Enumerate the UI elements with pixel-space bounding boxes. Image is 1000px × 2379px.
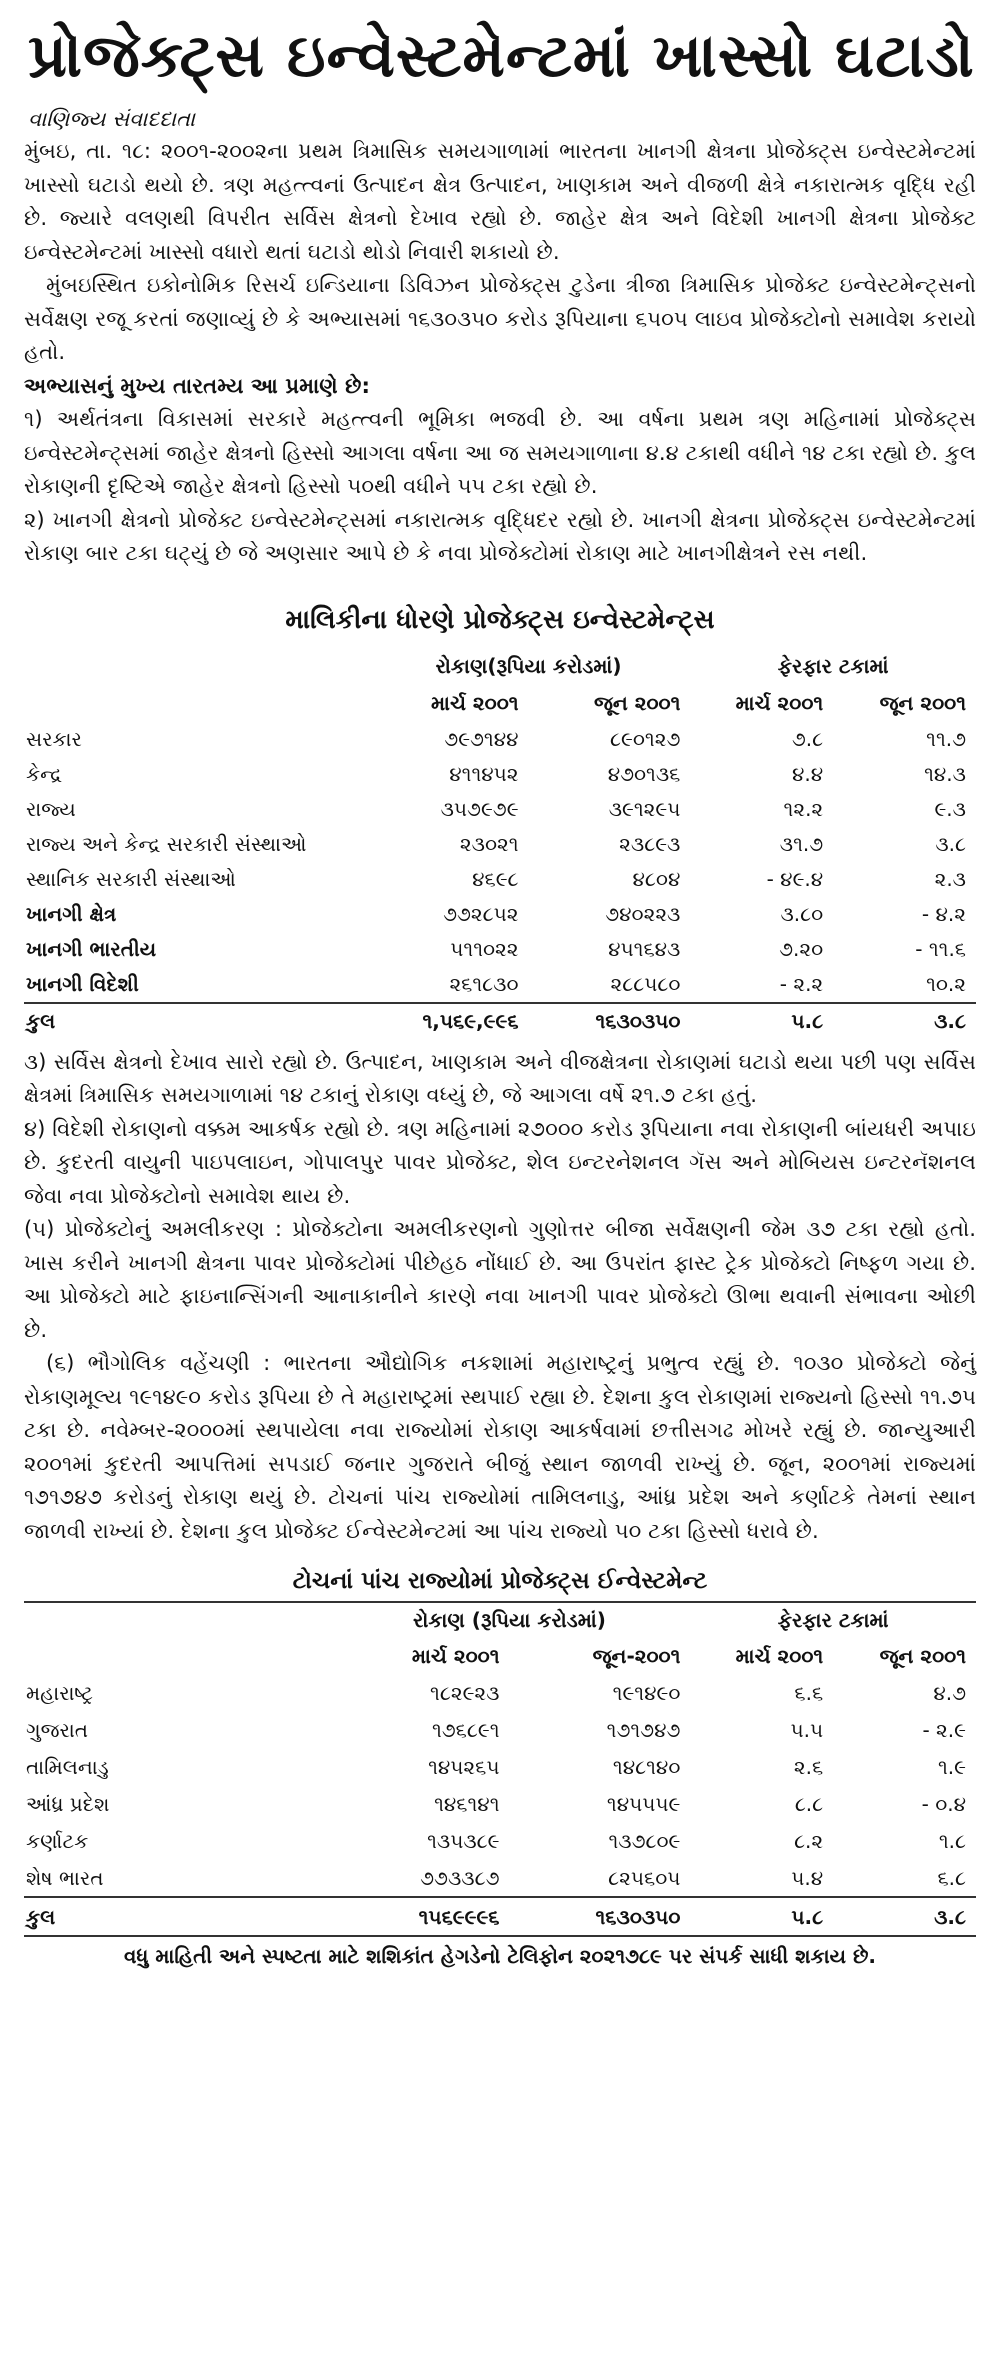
summary-heading: અભ્યાસનું મુખ્ય તારતમ્ય આ પ્રમાણે છે: <box>24 372 370 398</box>
headline: પ્રોજેક્ટ્સ ઇન્વેસ્ટમેન્ટમાં ખાસ્સો ઘટાડો <box>28 21 975 91</box>
cell-value: ૧૯૧૪૯૦ <box>612 1680 681 1705</box>
col-header: માર્ચ ૨૦૦૧ <box>735 690 824 715</box>
cell-value: ૩.૮ <box>935 832 966 856</box>
table-header-cols <box>24 1637 976 1674</box>
footer-note: વધુ માહિતી અને સ્પષ્ટતા માટે શશિકાંત હેગડેનો ટેલિફોન ૨૦૨૧૭૮૯ પર સંપર્ક સાધી શકાય છે. <box>123 1944 877 1968</box>
cell-value: ૩૯૧૨૯૫ <box>608 797 681 821</box>
header-investment: રોકાણ (રૂપિયા કરોડમાં) <box>413 1608 606 1632</box>
cell-value: ૫.૮ <box>791 1904 824 1929</box>
cell-value: ૮.૮ <box>794 1791 824 1816</box>
table-row <box>24 827 976 862</box>
header-change: ફેરફાર ટકામાં <box>777 1608 889 1632</box>
table-header-group <box>24 648 976 684</box>
row-label: મહારાષ્ટ્ર <box>26 1680 93 1705</box>
row-label: સ્થાનિક સરકારી સંસ્થાઓ <box>26 867 236 891</box>
cell-value: ૫.૪ <box>791 1865 824 1890</box>
cell-value: - ૨.૯ <box>922 1717 966 1742</box>
cell-value: ૪૫૧૬૪૩ <box>608 937 681 961</box>
cell-value: ૪૬૯૮ <box>472 867 519 891</box>
intro-paragraph-1: મુંબઇ, તા. ૧૮: ૨૦૦૧-૨૦૦૨ના પ્રથમ ત્રિમાસિક સમયગાળામાં ભારતના ખાનગી ક્ષેત્રના પ્રોજેક્ટ્સ ઇન્વેસ્ટમેન્ટમાં ખાસ્સો ઘટાડો થયો છે. ત્રણ મહત્ત્વનાં ઉત્પાદન ક્ષેત્ર ઉત્પાદન, ખાણકામ અને વીજળી ક્ષેત્રે નકારાત્મક વૃદ્ધિ રહી છે. જ્યારે વલણથી વિપરીત સર્વિસ ક્ષેત્રનો દેખાવ રહ્યો છે. જાહેર ક્ષેત્ર અને વિદેશી ખાનગી ક્ષેત્રના પ્રોજેક્ટ ઇન્વેસ્ટમેન્ટમાં ખાસ્સો વધારો થતાં ઘટાડો થોડો નિવારી શકાયો છે. <box>24 138 976 264</box>
cell-value: ૨૩૦૨૧ <box>459 832 519 856</box>
cell-value: ૮૯૦૧૨૭ <box>610 727 681 751</box>
col-header: જૂન ૨૦૦૧ <box>593 690 681 715</box>
point-4: ૪) વિદેશી રોકાણનો વક્કમ આકર્ષક રહ્યો છે. ત્રણ મહિનામાં ૨૭૦૦૦ કરોડ રૂપિયાના નવા રોકાણની બાંયધરી અપાઇ છે. કુદરતી વાયુની પાઇપલાઇન, ગોપાલપુર પાવર પ્રોજેક્ટ, શેલ ઇન્ટરનેશનલ ગૅસ અને મોબિયસ ઇન્ટરનૅશનલ જેવા નવા પ્રોજેક્ટોનો સમાવેશ થાય છે. <box>24 1115 976 1208</box>
table-states-title: ટોચનાં પાંચ રાજ્યોમાં પ્રોજેક્ટ્સ ઈન્વેસ્ટમેન્ટ <box>292 1568 708 1594</box>
cell-value: ૭.૮ <box>791 727 824 751</box>
table-row <box>24 1711 976 1748</box>
cell-value: - ૨.૨ <box>779 972 824 996</box>
table-states <box>24 1601 976 1937</box>
news-article <box>24 0 976 1973</box>
cell-value: ૭૯૭૧૪૪ <box>444 727 519 751</box>
cell-value: ૧.૯ <box>938 1754 966 1779</box>
cell-value: ૭૪૦૨૨૩ <box>605 902 681 926</box>
table-row <box>24 1822 976 1859</box>
cell-value: ૧,૫૬૯,૯૯૬ <box>422 1009 519 1033</box>
cell-value: ૨૩૮૯૩ <box>619 832 681 856</box>
point-3: ૩) સર્વિસ ક્ષેત્રનો દેખાવ સારો રહ્યો છે. ઉત્પાદન, ખાણકામ અને વીજક્ષેત્રના રોકાણમાં ઘટાડો થયા પછી પણ સર્વિસ ક્ષેત્રમાં ત્રિમાસિક સમયગાળામાં ૧૪ ટકાનું રોકાણ વધ્યું છે, જે આગલા વર્ષે ૨૧.૭ ટકા હતું. <box>24 1048 976 1107</box>
table-row <box>24 897 976 932</box>
cell-value: ૧૦.૨ <box>926 972 966 996</box>
intro-paragraph-2: મુંબઇસ્થિત ઇકોનોમિક રિસર્ચ ઇન્ડિયાના ડિવિઝન પ્રોજેક્ટ્સ ટુડેના ત્રીજા ત્રિમાસિક પ્રોજેક્ટ ઇન્વેસ્ટમેન્ટ્સનો સર્વેક્ષણ રજૂ કરતાં જણાવ્યું છે કે અભ્યાસમાં ૧૬૩૦૩૫૦ કરોડ રૂપિયાના ૬૫૦૫ લાઇવ પ્રોજેક્ટોનો સમાવેશ કરાયો હતો. <box>24 272 976 364</box>
cell-value: ૪.૭ <box>933 1680 966 1705</box>
col-header: જૂન ૨૦૦૧ <box>879 690 966 715</box>
cell-value: ૫.૫ <box>790 1717 824 1742</box>
cell-value: ૮.૨ <box>794 1828 824 1853</box>
table-header-group <box>24 1602 976 1637</box>
cell-value: - ૧૧.૬ <box>915 937 966 961</box>
col-header: જૂન ૨૦૦૧ <box>879 1643 966 1668</box>
table-row <box>24 932 976 967</box>
cell-value: ૪.૪ <box>792 762 824 786</box>
header-investment: રોકાણ(રૂપિયા કરોડમાં) <box>435 653 622 678</box>
col-header: માર્ચ ૨૦૦૧ <box>735 1643 824 1668</box>
point-1: ૧) અર્થતંત્રના વિકાસમાં સરકારે મહત્ત્વની ભૂમિકા ભજવી છે. આ વર્ષના પ્રથમ ત્રણ મહિનામાં પ્રોજેક્ટ્સ ઇન્વેસ્ટમેન્ટ્સમાં જાહેર ક્ષેત્રનો હિસ્સો આગલા વર્ષના આ જ સમયગાળાના ૪.૪ ટકાથી વધીને ૧૪ ટકા રહ્યો છે. કુલ રોકાણની દૃષ્ટિએ જાહેર ક્ષેત્રનો હિસ્સો ૫૦થી વધીને ૫૫ ટકા રહ્યો છે. <box>24 406 976 498</box>
row-label: કેન્દ્ર <box>26 762 62 786</box>
cell-value: ૯.૩ <box>934 797 966 821</box>
cell-value: ૧૪૬૧૪૧ <box>434 1791 500 1816</box>
cell-value: ૧૬૩૦૩૫૦ <box>595 1904 681 1929</box>
table-row <box>24 757 976 792</box>
cell-value: ૬.૮ <box>937 1865 966 1890</box>
cell-value: ૭૭૩૩૮૭ <box>420 1865 500 1890</box>
cell-value: ૨.૩ <box>934 867 966 891</box>
row-label: કુલ <box>26 1904 56 1929</box>
cell-value: ૮૨૫૬૦૫ <box>608 1865 681 1890</box>
cell-value: ૧૧.૭ <box>926 727 966 751</box>
table-row <box>24 862 976 897</box>
row-label: શેષ ભારત <box>26 1865 104 1890</box>
cell-value: ૧૪૫૫૫૯ <box>606 1791 681 1816</box>
cell-value: ૪૮૦૪ <box>632 867 681 891</box>
row-label: ખાનગી વિદેશી <box>26 972 139 996</box>
cell-value: ૧૫૬૯૯૯૬ <box>418 1904 500 1929</box>
row-label: આંધ્ર પ્રદેશ <box>26 1791 110 1816</box>
row-label: ગુજરાત <box>26 1717 89 1742</box>
cell-value: ૨.૬ <box>793 1754 824 1779</box>
row-label: રાજ્ય <box>26 797 76 821</box>
cell-value: ૫૧૧૦૨૨ <box>450 937 519 961</box>
byline: વાણિજ્ય સંવાદદાતા <box>28 107 196 131</box>
table-row <box>24 1785 976 1822</box>
table-states-body <box>24 1674 976 1936</box>
table-row <box>24 1674 976 1711</box>
cell-value: ૩.૮ <box>934 1009 966 1033</box>
row-label: સરકાર <box>26 727 82 751</box>
col-header: માર્ચ ૨૦૦૧ <box>430 690 519 715</box>
cell-value: ૧૨.૨ <box>783 797 824 821</box>
table-row <box>24 1897 976 1936</box>
cell-value: ૫.૮ <box>791 1009 824 1033</box>
cell-value: ૪૭૦૧૩૬ <box>607 762 681 786</box>
table-row <box>24 1748 976 1785</box>
cell-value: ૭.૨૦ <box>779 937 824 961</box>
table-ownership-title: માલિકીના ધોરણે પ્રોજેક્ટ્સ ઇન્વેસ્ટમેન્ટ્સ <box>285 604 715 635</box>
cell-value: ૩.૮ <box>934 1904 966 1929</box>
row-label: રાજ્ય અને કેન્દ્ર સરકારી સંસ્થાઓ <box>26 832 307 856</box>
table-row <box>24 1859 976 1897</box>
row-label: ખાનગી ક્ષેત્ર <box>26 902 117 926</box>
cell-value: ૭૭૨૮૫૨ <box>443 902 519 926</box>
table-row <box>24 967 976 1003</box>
row-label: કુલ <box>26 1009 56 1033</box>
cell-value: ૧૩૫૩૮૯ <box>427 1828 500 1853</box>
cell-value: ૧૪.૩ <box>924 762 966 786</box>
cell-value: ૬.૬ <box>794 1680 824 1705</box>
table-row <box>24 792 976 827</box>
table-header-cols <box>24 684 976 722</box>
row-label: તામિલનાડુ <box>26 1754 109 1779</box>
point-2: ૨) ખાનગી ક્ષેત્રનો પ્રોજેક્ટ ઇન્વેસ્ટમેન્ટ્સમાં નકારાત્મક વૃદ્ધિદર રહ્યો છે. ખાનગી ક્ષેત્રના પ્રોજેક્ટ્સ ઇન્વેસ્ટમેન્ટમાં રોકાણ બાર ટકા ઘટ્યું છે જે અણસાર આપે છે કે નવા પ્રોજેક્ટોમાં રોકાણ માટે ખાનગીક્ષેત્રને રસ નથી. <box>24 506 976 565</box>
cell-value: ૧૪૫૨૬૫ <box>428 1754 500 1779</box>
cell-value: ૩.૮૦ <box>780 902 824 926</box>
cell-value: - ૦.૪ <box>921 1791 966 1816</box>
col-header: જૂન-૨૦૦૧ <box>592 1643 681 1668</box>
table-row <box>24 1003 976 1039</box>
row-label: કર્ણાટક <box>26 1828 89 1853</box>
row-label: ખાનગી ભારતીય <box>26 937 157 961</box>
table-ownership <box>24 648 976 1039</box>
cell-value: ૧૪૮૧૪૦ <box>612 1754 681 1779</box>
cell-value: ૩૧.૭ <box>779 832 824 856</box>
cell-value: ૨૮૮૫૮૦ <box>610 972 681 996</box>
cell-value: ૧૮૨૯૨૩ <box>430 1680 500 1705</box>
cell-value: - ૪૯.૪ <box>766 867 824 891</box>
cell-value: ૧૭૬૮૯૧ <box>431 1717 500 1742</box>
cell-value: ૨૬૧૮૩૦ <box>449 972 519 996</box>
point-6: (૬) ભૌગોલિક વહેંચણી : ભારતના ઔદ્યોગિક નકશામાં મહારાષ્ટ્રનું પ્રભુત્વ રહ્યું છે. ૧૦૩૦ પ્રોજેક્ટો જેનું રોકાણમૂલ્ય ૧૯૧૪૯૦ કરોડ રૂપિયા છે તે મહારાષ્ટ્રમાં સ્થપાઈ રહ્યા છે. દેશના કુલ રોકાણમાં રાજ્યનો હિસ્સો ૧૧.૭૫ ટકા છે. નવેમ્બર-૨૦૦૦માં સ્થપાયેલા નવા રાજ્યોમાં રોકાણ આકર્ષવામાં છત્તીસગઢ મોખરે રહ્યું છે. જાન્યુઆરી ૨૦૦૧માં કુદરતી આપત્તિમાં સપડાઈ જનાર ગુજરાતે બીજું સ્થાન જાળવી રાખ્યું છે. જૂન, ૨૦૦૧માં રાજ્યમાં ૧૭૧૭૪૭ કરોડનું રોકાણ થયું છે. ટોચનાં પાંચ રાજ્યોમાં તામિલનાડુ, આંધ્ર પ્રદેશ અને કર્ણાટકે તેમનાં સ્થાન જાળવી રાખ્યાં છે. દેશના કુલ પ્રોજેક્ટ ઈન્વેસ્ટમેન્ટમાં આ પાંચ રાજ્યો ૫૦ ટકા હિસ્સો ધરાવે છે. <box>24 1350 976 1543</box>
cell-value: ૧૭૧૭૪૭ <box>606 1717 681 1742</box>
table-ownership-body <box>24 722 976 1039</box>
header-change: ફેરફાર ટકામાં <box>777 653 889 678</box>
cell-value: ૧૩૭૮૦૯ <box>608 1828 681 1853</box>
cell-value: - ૪.૨ <box>921 902 966 926</box>
cell-value: ૧૬૩૦૩૫૦ <box>595 1009 681 1033</box>
cell-value: ૪૧૧૪૫૨ <box>449 762 519 786</box>
col-header: માર્ચ ૨૦૦૧ <box>411 1643 500 1668</box>
cell-value: ૧.૮ <box>938 1828 966 1853</box>
table-row <box>24 722 976 757</box>
cell-value: ૩૫૭૯૭૯ <box>440 797 519 821</box>
point-5: (૫) પ્રોજેક્ટોનું અમલીકરણ : પ્રોજેક્ટોના અમલીકરણનો ગુણોત્તર બીજા સર્વેક્ષણની જેમ ૩૭ ટકા રહ્યો હતો. ખાસ કરીને ખાનગી ક્ષેત્રના પાવર પ્રોજેક્ટોમાં પીછેહઠ નોંધાઈ છે. આ ઉપરાંત ફાસ્ટ ટ્રેક પ્રોજેક્ટો નિષ્ફળ ગયા છે. આ પ્રોજેક્ટો માટે ફાઇનાન્સિંગની આનાકાનીને કારણે નવા ખાનગી પાવર પ્રોજેક્ટો ઊભા થવાની સંભાવના ઓછી છે. <box>24 1216 976 1342</box>
